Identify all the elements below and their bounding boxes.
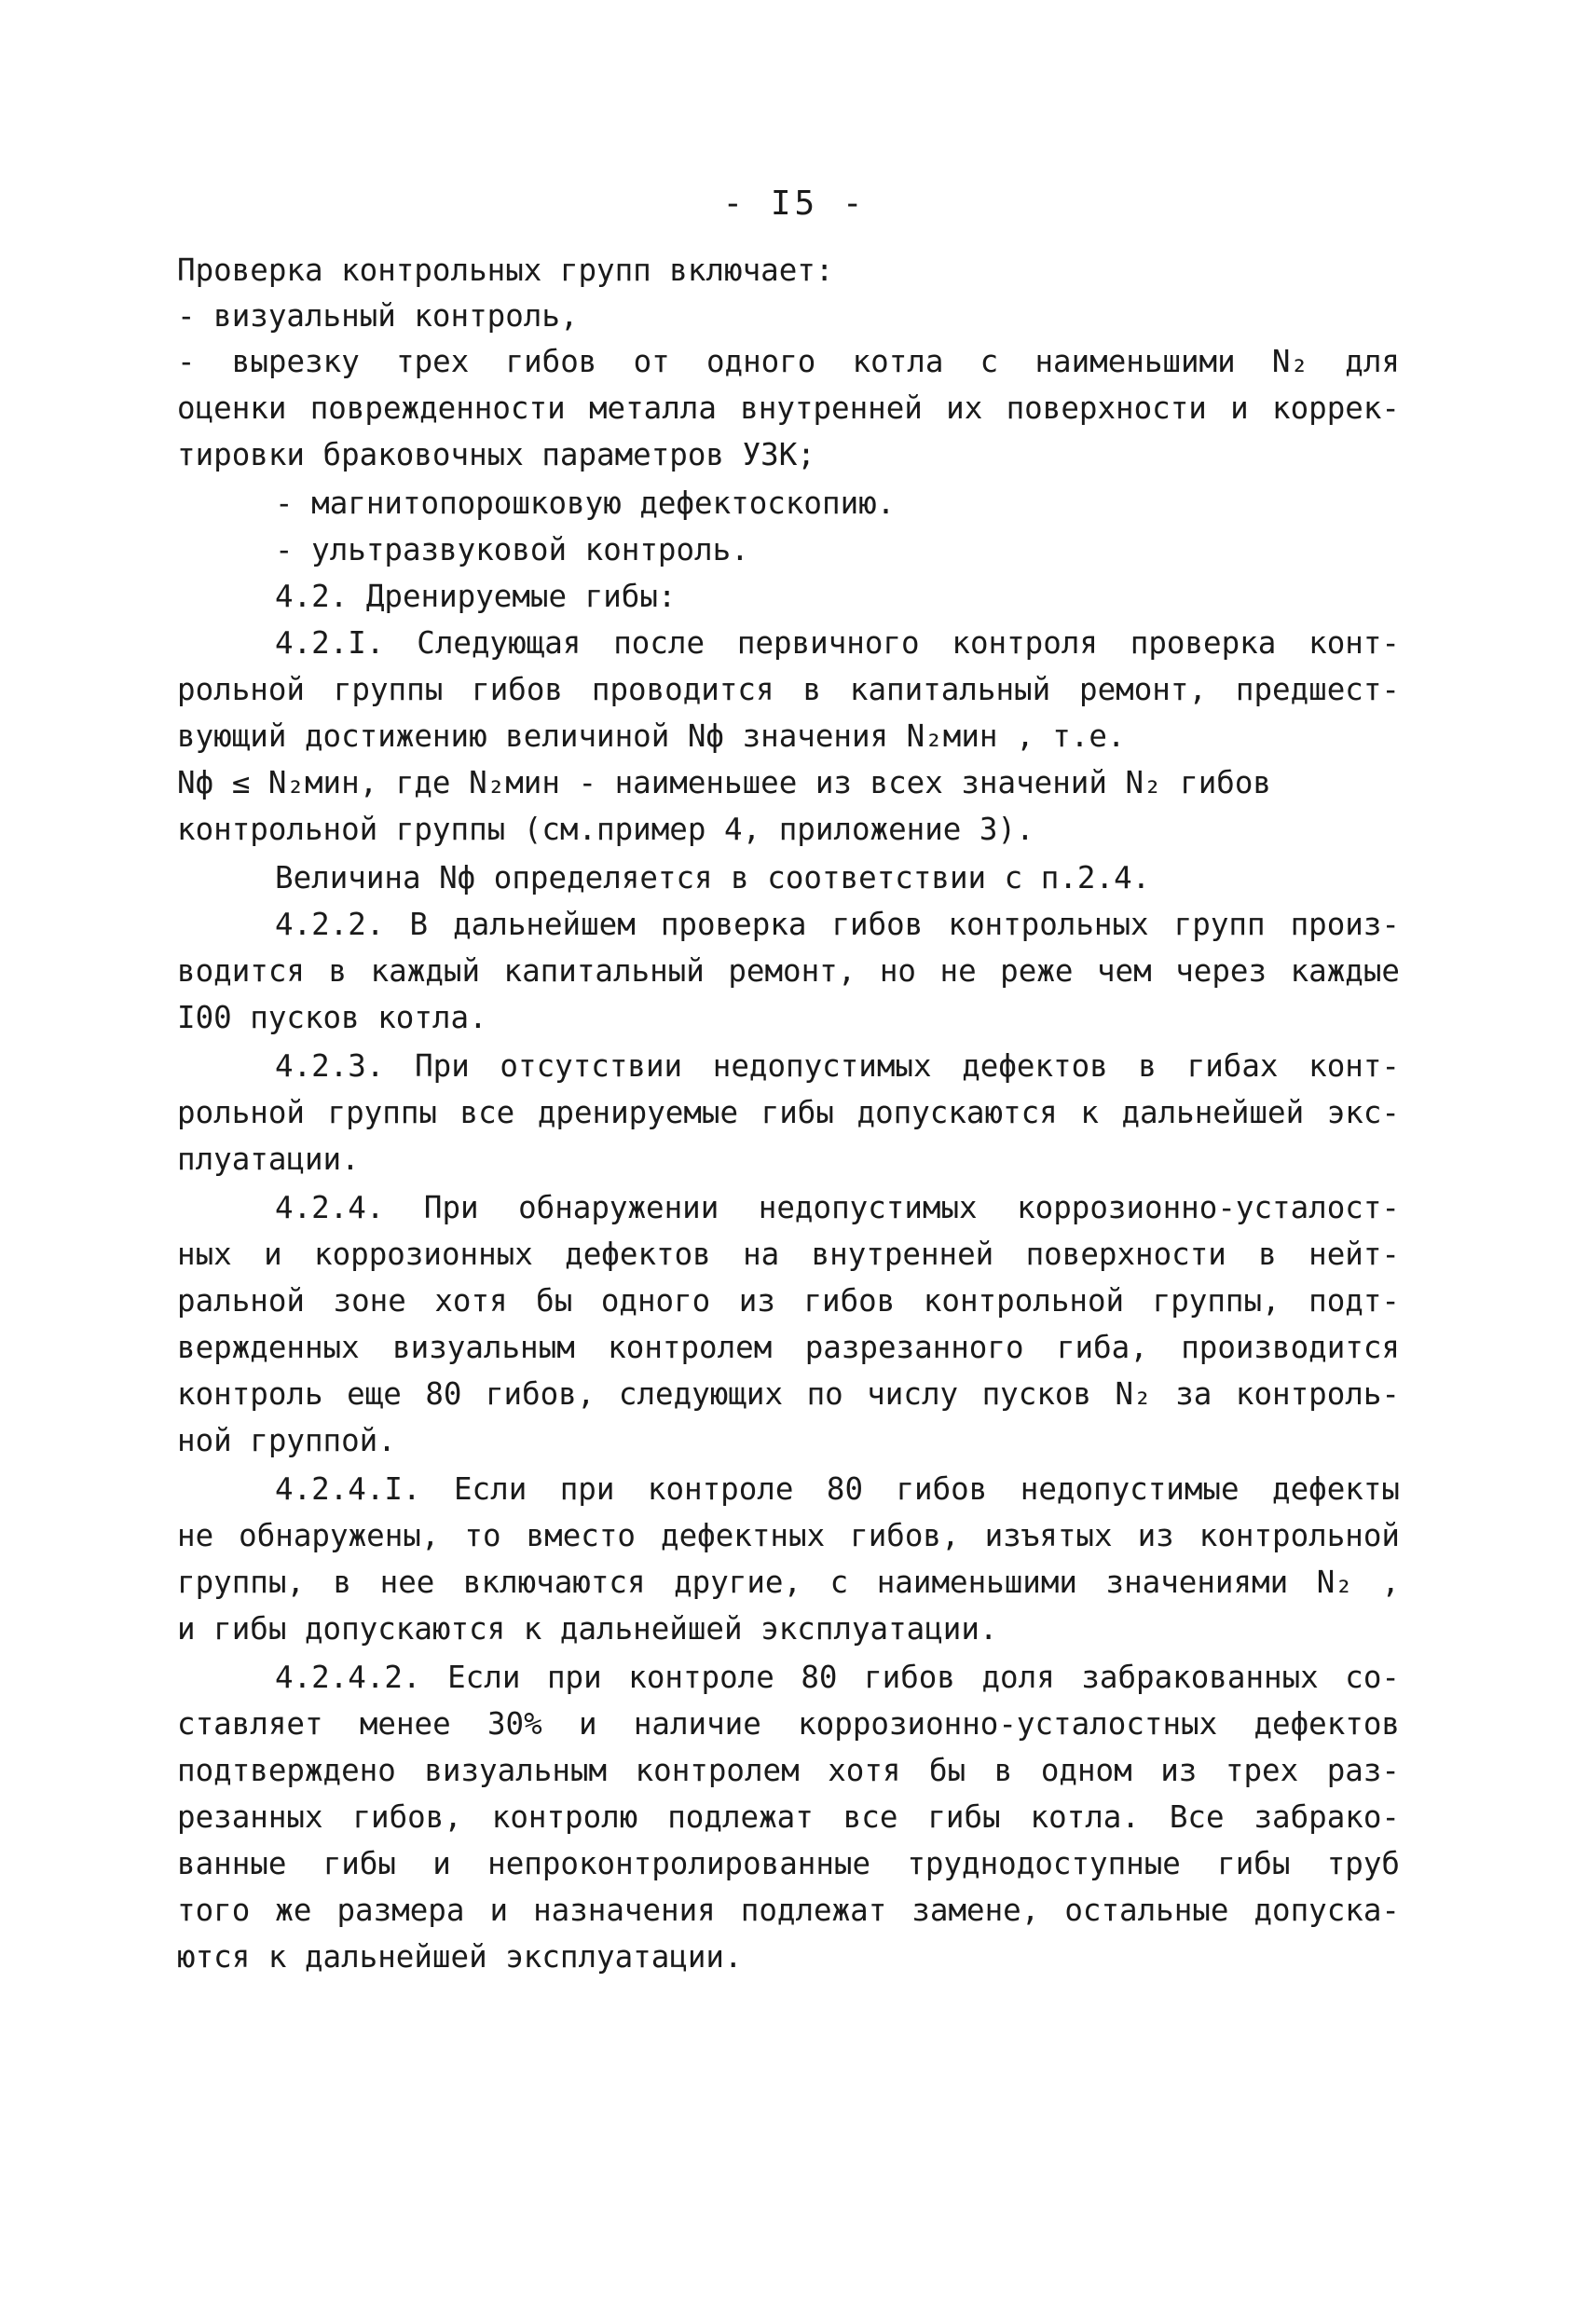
text-line: плуатации. [177,1141,360,1177]
text-line: Величина Nф определяется в соответствии с п.2.4. [275,860,1151,895]
text-line: резанных гибов, контролю подлежат все гибы котла. Все забрако- [177,1799,1400,1835]
text-line: 4.2.3. При отсутствии недопустимых дефектов в гибах конт- [275,1048,1400,1084]
text-line: 4.2.4.I. Если при контроле 80 гибов недопустимые дефекты [275,1471,1400,1507]
text-line: и гибы допускаются к дальнейшей эксплуатации. [177,1611,998,1647]
text-line: водится в каждый капитальный ремонт, но не реже чем через каждые [177,953,1400,989]
text-line: - вырезку трех гибов от одного котла с наименьшими N₂ для [177,344,1400,379]
text-line: 4.2. Дренируемые гибы: [275,579,677,614]
text-line: того же размера и назначения подлежат замене, остальные допуска- [177,1893,1400,1928]
text-line: контрольной группы (см.пример 4, приложение 3). [177,812,1034,847]
text-line: Проверка контрольных групп включает: [177,253,834,288]
text-line: не обнаружены, то вместо дефектных гибов, изъятых из контрольной [177,1518,1400,1553]
text-line: - ультразвуковой контроль. [275,532,749,567]
text-line: ванные гибы и непроконтролированные труднодоступные гибы труб [177,1846,1400,1881]
text-line: Nф ≤ N₂мин, где N₂мин - наименьшее из всех значений N₂ гибов [177,765,1271,800]
text-line: ных и коррозионных дефектов на внутренней поверхности в нейт- [177,1237,1400,1272]
text-line: 4.2.2. В дальнейшем проверка гибов контрольных групп произ- [275,907,1400,942]
text-line: подтверждено визуальным контролем хотя бы в одном из трех раз- [177,1753,1400,1788]
text-line: ставляет менее 30% и наличие коррозионно-усталостных дефектов [177,1706,1400,1742]
text-line: - магнитопорошковую дефектоскопию. [275,485,896,521]
text-line: ной группой. [177,1423,396,1458]
text-line: ральной зоне хотя бы одного из гибов контрольной группы, подт- [177,1283,1400,1319]
text-line: - визуальный контроль, [177,298,579,334]
text-line: 4.2.4. При обнаружении недопустимых коррозионно-усталост- [275,1190,1400,1225]
page-number: - I5 - [722,185,867,223]
text-line: вующий достижению величиной Nф значения N₂мин , т.е. [177,718,1126,754]
text-line: тировки браковочных параметров УЗК; [177,437,815,472]
text-line: контроль еще 80 гибов, следующих по числу пусков N₂ за контроль- [177,1376,1400,1412]
text-line: 4.2.I. Следующая после первичного контроля проверка конт- [275,625,1400,661]
text-line: группы, в нее включаются другие, с наименьшими значениями N₂ , [177,1565,1400,1600]
text-line: 4.2.4.2. Если при контроле 80 гибов доля забракованных со- [275,1660,1400,1695]
text-line: I00 пусков котла. [177,1000,487,1035]
text-line: оценки поврежденности металла внутренней их поверхности и коррек- [177,390,1400,426]
text-line: вержденных визуальным контролем разрезанного гиба, производится [177,1330,1400,1365]
text-line: рольной группы гибов проводится в капитальный ремонт, предшест- [177,672,1400,707]
text-line: ются к дальнейшей эксплуатации. [177,1939,743,1975]
text-line: рольной группы все дренируемые гибы допускаются к дальнейшей экс- [177,1095,1400,1130]
